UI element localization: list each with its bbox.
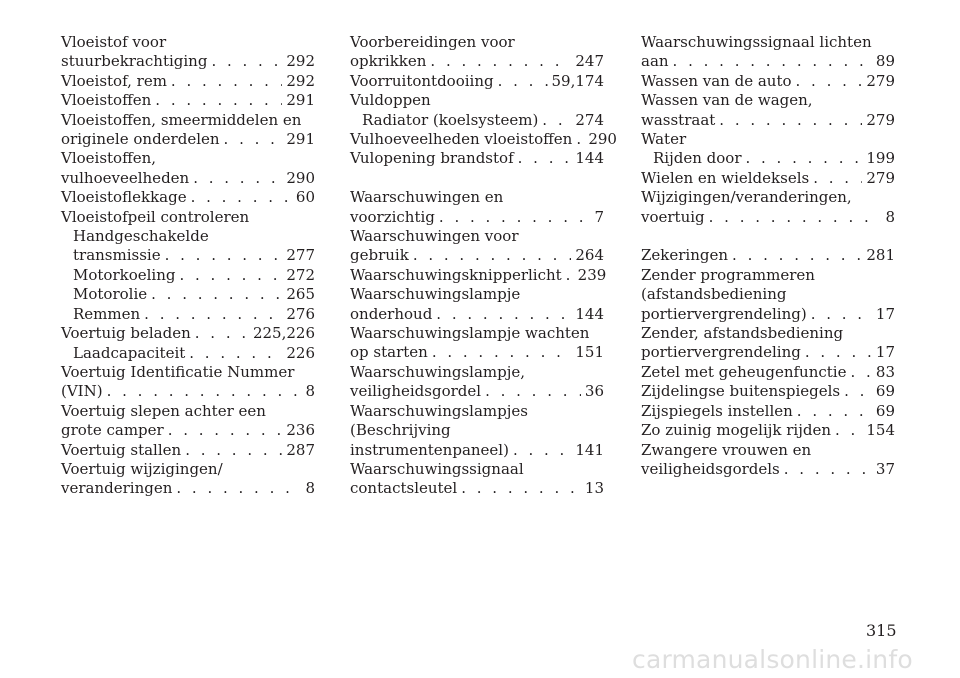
- index-entry-line: [641, 305, 895, 324]
- index-entry-heading: [61, 111, 315, 130]
- index-entry-page: 272: [286, 265, 315, 284]
- index-entry-page: 60: [295, 188, 315, 207]
- index-entry-heading: [350, 363, 604, 382]
- index-entry: [641, 363, 895, 382]
- index-entry-heading: [641, 33, 895, 52]
- dot-leader: [171, 72, 282, 91]
- index-entry-text: voertuig: [641, 207, 705, 226]
- index-entry: [350, 363, 604, 402]
- dot-leader: [430, 52, 571, 71]
- index-entry-text: Voertuig beladen: [61, 324, 191, 343]
- index-entry-page: 287: [286, 440, 315, 459]
- index-entry-text: veiligheidsgordels: [641, 459, 780, 478]
- index-entry-page: 291: [286, 130, 315, 149]
- dot-leader: [176, 479, 301, 498]
- index-entry: [61, 72, 315, 91]
- index-entry-page: 8: [305, 479, 315, 498]
- dot-leader: [805, 343, 872, 362]
- dot-leader: [518, 149, 572, 168]
- index-entry: [350, 33, 604, 72]
- index-entry-line: [61, 72, 315, 91]
- index-entry-heading: [641, 266, 895, 285]
- index-entry-page: 292: [286, 71, 315, 90]
- index-entry-text: Motorolie: [73, 285, 148, 304]
- index-entry-heading: [350, 285, 604, 304]
- index-entry-page: 236: [286, 421, 315, 440]
- index-entry-heading-text: Waarschuwingslampje,: [350, 362, 526, 381]
- index-entry: [61, 188, 315, 207]
- index-entry-line: [61, 421, 315, 440]
- index-entry-line: [350, 343, 604, 362]
- dot-leader: [811, 305, 872, 324]
- index-entry-text: Wielen en wieldeksels: [641, 168, 810, 187]
- index-entry-heading-text: Waarschuwingslampje wachten: [350, 324, 590, 343]
- dot-leader: [784, 460, 872, 479]
- index-entry-line: [61, 91, 315, 110]
- index-entry-text: voorzichtig: [350, 207, 435, 226]
- index-entry-text: gebruik: [350, 246, 409, 265]
- index-entry-heading: [61, 33, 315, 52]
- index-entry: [61, 111, 315, 150]
- index-entry-text: originele onderdelen: [61, 130, 220, 149]
- index-entry: [61, 363, 315, 402]
- dot-leader: [165, 246, 283, 265]
- dot-leader: [732, 246, 862, 265]
- index-entry: [641, 169, 895, 188]
- dot-leader: [189, 344, 282, 363]
- index-entry-heading: [61, 460, 315, 479]
- index-entry-page: 292: [286, 52, 315, 71]
- index-entry: [350, 72, 604, 91]
- index-entry-line: [641, 246, 895, 265]
- index-entry-heading: [350, 227, 604, 246]
- index-entry-heading: [641, 91, 895, 110]
- index-entry-heading: [350, 460, 604, 479]
- index-entry-heading: [350, 188, 604, 207]
- dot-leader: [513, 441, 571, 460]
- index-entry-line: [350, 149, 604, 168]
- index-entry-heading: [350, 324, 604, 343]
- index-entry-heading-text: Vloeistofpeil controleren: [61, 207, 250, 226]
- index-entry-page: 279: [866, 71, 895, 90]
- dot-leader: [576, 130, 584, 149]
- index-entry: [350, 188, 604, 227]
- index-entry-line: [350, 130, 617, 149]
- index-entry-heading: [61, 363, 315, 382]
- index-entry-page: 144: [575, 304, 604, 323]
- index-entry: [61, 91, 315, 110]
- index-entry-text: Vulopening brandstof: [350, 149, 514, 168]
- index-entry-text: Remmen: [73, 304, 141, 323]
- dot-leader: [439, 208, 591, 227]
- index-entry: [641, 149, 895, 168]
- index-entry-text: veiligheidsgordel: [350, 382, 482, 401]
- index-entry-heading: [350, 91, 604, 110]
- index-entry-heading-text: Vloeistof voor: [61, 33, 167, 51]
- dot-leader: [211, 52, 282, 71]
- index-entry-text: Motorkoeling: [73, 265, 176, 284]
- index-entry-line: [350, 208, 604, 227]
- index-entry-heading-text: Wassen van de wagen,: [641, 91, 813, 110]
- index-entry-text: Zijdelingse buitenspiegels: [641, 382, 841, 401]
- index-entry: [641, 188, 895, 227]
- index-entry: [641, 33, 895, 72]
- dot-leader: [195, 324, 249, 343]
- index-entry-page: 276: [286, 304, 315, 323]
- index-entry-heading-text: Vuldoppen: [350, 91, 431, 110]
- index-entry-heading: [61, 149, 315, 168]
- index-entry-heading-text: Waarschuwingen en: [350, 188, 504, 207]
- index-entry: [61, 344, 315, 363]
- index-entry: [61, 227, 315, 266]
- index-entry-line: [61, 266, 315, 285]
- index-entry-line: [61, 285, 315, 304]
- index-entry: [641, 441, 895, 480]
- index-entry-heading: [350, 402, 604, 421]
- index-entry-page: 290: [286, 168, 315, 187]
- index-entry-text: onderhoud: [350, 304, 433, 323]
- index-entry-text: wasstraat: [641, 110, 716, 129]
- index-entry-heading-text: Wijzigingen/veranderingen,: [641, 188, 852, 207]
- index-entry-heading-text: Vloeistoffen,: [61, 149, 157, 168]
- index-entry-heading: [641, 188, 895, 207]
- section-gap: [641, 227, 895, 246]
- dot-leader: [107, 382, 302, 401]
- index-entry: [61, 324, 315, 343]
- index-entry-line: [641, 460, 895, 479]
- index-entry-page: 225,226: [252, 324, 315, 343]
- index-entry-line: [350, 265, 607, 285]
- section-gap: [350, 169, 604, 188]
- index-entry-page: 199: [866, 149, 895, 168]
- index-entry-page: 69: [875, 382, 895, 401]
- index-entry-line: [641, 343, 895, 362]
- index-entry-page: 247: [575, 52, 604, 71]
- dot-leader: [461, 479, 581, 498]
- index-entry-page: 151: [575, 343, 604, 362]
- index-entry-text: Zijspiegels instellen: [641, 401, 793, 420]
- index-entry-text: aan: [641, 52, 669, 71]
- index-entry-heading-text: Waarschuwingen voor: [350, 227, 519, 246]
- index-entry: [350, 91, 604, 110]
- index-entry-line: [350, 72, 604, 91]
- index-entry-line: [641, 52, 895, 71]
- index-entry-line: [61, 324, 315, 343]
- index-entry-line: [350, 52, 604, 71]
- index-entry-heading-text: Zwangere vrouwen en: [641, 440, 812, 459]
- index-entry-heading: [350, 33, 604, 52]
- index-entry-text: Vloeistof, rem: [61, 71, 167, 90]
- index-entry: [350, 227, 604, 266]
- dot-leader: [797, 402, 872, 421]
- index-entry-line: [350, 246, 604, 265]
- index-entry: [61, 460, 315, 499]
- index-entry-page: 144: [575, 149, 604, 168]
- index-entry: [350, 111, 604, 130]
- index-entry-page: 13: [584, 479, 604, 498]
- index-entry: [641, 246, 895, 265]
- index-entry-line: [350, 305, 604, 324]
- index-entry-line: [641, 72, 895, 91]
- index-entry-line: [641, 149, 895, 168]
- index-entry-text: stuurbekrachtiging: [61, 52, 208, 71]
- index-entry-line: [641, 382, 895, 401]
- index-entry-text: Voertuig stallen: [61, 440, 182, 459]
- index-entry-text: grote camper: [61, 421, 164, 440]
- index-entry-page: 37: [875, 459, 895, 478]
- index-entry-text: Rijden door: [653, 149, 742, 168]
- dot-leader: [566, 266, 574, 285]
- index-entry-page: 8: [885, 207, 895, 226]
- index-entry-text: (VIN): [61, 382, 103, 401]
- index-entry-page: 291: [286, 91, 315, 110]
- index-entry-page: 36: [584, 382, 604, 401]
- dot-leader: [144, 305, 282, 324]
- index-entry-line: [641, 363, 895, 382]
- index-entry-text: contactsleutel: [350, 479, 458, 498]
- index-entry: [641, 91, 895, 130]
- index-entry-heading-text: Handgeschakelde: [73, 227, 209, 246]
- dot-leader: [413, 246, 572, 265]
- index-entry-heading-text: Vloeistoffen, smeermiddelen en: [61, 110, 302, 129]
- index-entry: [350, 324, 604, 363]
- index-entry-heading-text: Waarschuwingssignaal: [350, 459, 524, 478]
- index-entry-heading-text: Voertuig slepen achter een: [61, 401, 266, 420]
- index-entry: [350, 402, 604, 460]
- index-entry-heading: [641, 130, 895, 149]
- dot-leader: [485, 382, 581, 401]
- page-number: 315: [866, 621, 897, 640]
- dot-leader: [796, 72, 863, 91]
- index-entry-text: portiervergrendeling): [641, 304, 807, 323]
- dot-leader: [193, 169, 282, 188]
- index-column-1: [61, 33, 315, 499]
- index-entry-line: [61, 52, 315, 71]
- index-entry: [61, 285, 315, 304]
- dot-leader: [844, 382, 872, 401]
- index-entry-page: 265: [286, 285, 315, 304]
- index-entry-page: 17: [875, 343, 895, 362]
- index-entry-page: 277: [286, 246, 315, 265]
- index-entry-text: opkrikken: [350, 52, 427, 71]
- index-column-3: [641, 33, 895, 479]
- index-entry: [641, 130, 895, 149]
- index-entry-line: [61, 382, 315, 401]
- index-entry-line: [61, 188, 315, 207]
- index-entry-text: Voorruitontdooiing: [350, 71, 494, 90]
- index-entry-heading: [641, 285, 895, 304]
- index-entry-page: 279: [866, 110, 895, 129]
- index-entry: [641, 402, 895, 421]
- index-entry-heading-text: Water: [641, 130, 687, 149]
- index-entry-text: Zo zuinig mogelijk rijden: [641, 421, 832, 440]
- index-entry-text: veranderingen: [61, 479, 173, 498]
- index-entry-line: [350, 441, 604, 460]
- dot-leader: [835, 421, 862, 440]
- index-entry-line: [61, 441, 315, 460]
- index-entry-line: [641, 208, 895, 227]
- index-entry-heading: [350, 421, 604, 440]
- index-entry-page: 83: [875, 362, 895, 381]
- dot-leader: [179, 266, 282, 285]
- index-entry-heading-text: (afstandsbediening: [641, 285, 787, 304]
- index-entry-line: [61, 246, 315, 265]
- index-entry: [61, 33, 315, 72]
- index-entry-text: Radiator (koelsysteem): [362, 110, 539, 129]
- index-entry: [350, 460, 604, 499]
- index-entry-line: [61, 344, 315, 363]
- index-entry: [61, 305, 315, 324]
- dot-leader: [155, 91, 282, 110]
- index-entry-heading: [641, 441, 895, 460]
- index-entry-heading: [641, 324, 895, 343]
- dot-leader: [436, 305, 571, 324]
- index-entry-page: 8: [305, 382, 315, 401]
- index-entry: [350, 149, 604, 168]
- index-entry-heading: [61, 208, 315, 227]
- dot-leader: [151, 285, 282, 304]
- index-entry-heading-text: (Beschrijving: [350, 421, 451, 440]
- index-entry-text: op starten: [350, 343, 428, 362]
- index-entry: [61, 402, 315, 441]
- index-entry-page: 154: [866, 421, 895, 440]
- index-entry-line: [61, 130, 315, 149]
- index-entry-text: Waarschuwingsknipperlicht: [350, 265, 562, 284]
- index-entry-text: Zetel met geheugenfunctie: [641, 362, 847, 381]
- index-entry-text: instrumentenpaneel): [350, 440, 509, 459]
- index-entry: [641, 382, 895, 401]
- index-entry-page: 290: [588, 130, 617, 149]
- index-entry-text: Zekeringen: [641, 246, 729, 265]
- dot-leader: [813, 169, 862, 188]
- dot-leader: [224, 130, 283, 149]
- index-entry-text: vulhoeveelheden: [61, 168, 190, 187]
- index-entry-heading-text: Zender, afstandsbediening: [641, 324, 844, 343]
- index-entry-text: Wassen van de auto: [641, 71, 792, 90]
- index-entry-page: 59,174: [551, 71, 604, 90]
- index-entry-line: [350, 479, 604, 498]
- index-entry-line: [61, 169, 315, 188]
- index-entry-page: 279: [866, 168, 895, 187]
- index-entry-page: 274: [575, 110, 604, 129]
- index-entry: [641, 421, 895, 440]
- dot-leader: [673, 52, 872, 71]
- index-entry-page: 17: [875, 304, 895, 323]
- index-entry-heading-text: Waarschuwingssignaal lichten: [641, 33, 872, 51]
- index-entry-text: Vulhoeveelheden vloeistoffen: [350, 130, 573, 149]
- index-entry: [350, 265, 607, 285]
- index-entry-line: [61, 305, 315, 324]
- index-entry-page: 7: [594, 207, 604, 226]
- index-entry-text: transmissie: [73, 246, 161, 265]
- index-entry-page: 281: [866, 246, 895, 265]
- index-entry: [61, 149, 315, 188]
- index-entry-line: [61, 479, 315, 498]
- index-entry-page: 89: [875, 52, 895, 71]
- index-entry-heading-text: Waarschuwingslampjes: [350, 401, 528, 420]
- index-entry-heading: [61, 227, 315, 246]
- index-entry-page: 69: [875, 401, 895, 420]
- index-entry-text: Laadcapaciteit: [73, 343, 186, 362]
- dot-leader: [168, 421, 283, 440]
- dot-leader: [498, 72, 548, 91]
- index-column-2: [350, 33, 617, 499]
- index-entry-text: Vloeistoflekkage: [61, 188, 187, 207]
- index-entry: [61, 208, 315, 227]
- index-entry-page: 226: [286, 343, 315, 362]
- index-entry-heading: [61, 402, 315, 421]
- index-entry-text: Vloeistoffen: [61, 91, 152, 110]
- dot-leader: [185, 441, 282, 460]
- index-entry-page: 141: [575, 440, 604, 459]
- index-entry-heading-text: Voertuig Identificatie Nummer: [61, 362, 295, 381]
- index-entry-line: [641, 111, 895, 130]
- dot-leader: [719, 111, 862, 130]
- dot-leader: [745, 149, 862, 168]
- index-entry: [61, 441, 315, 460]
- index-entry: [350, 285, 604, 324]
- index-entry-page: 264: [575, 246, 604, 265]
- index-entry-heading-text: Waarschuwingslampje: [350, 285, 521, 304]
- dot-leader: [542, 111, 571, 130]
- dot-leader: [850, 363, 871, 382]
- index-entry-line: [350, 382, 604, 401]
- index-entry: [641, 266, 895, 324]
- index-entry-page: 239: [577, 265, 607, 284]
- index-entry-heading-text: Voorbereidingen voor: [350, 33, 515, 51]
- index-entry-line: [350, 111, 604, 130]
- index-entry-heading-text: Voertuig wijzigingen/: [61, 459, 223, 478]
- watermark: carmanualsonline.info: [632, 645, 913, 674]
- index-entry: [61, 266, 315, 285]
- index-entry-line: [641, 421, 895, 440]
- index-entry: [350, 130, 617, 149]
- index-entry: [641, 72, 895, 91]
- index-entry-text: portiervergrendeling: [641, 343, 801, 362]
- dot-leader: [432, 343, 572, 362]
- dot-leader: [709, 208, 882, 227]
- dot-leader: [191, 188, 292, 207]
- index-entry-heading-text: Zender programmeren: [641, 265, 815, 284]
- index-entry: [641, 324, 895, 363]
- index-entry-line: [641, 402, 895, 421]
- index-entry-line: [641, 169, 895, 188]
